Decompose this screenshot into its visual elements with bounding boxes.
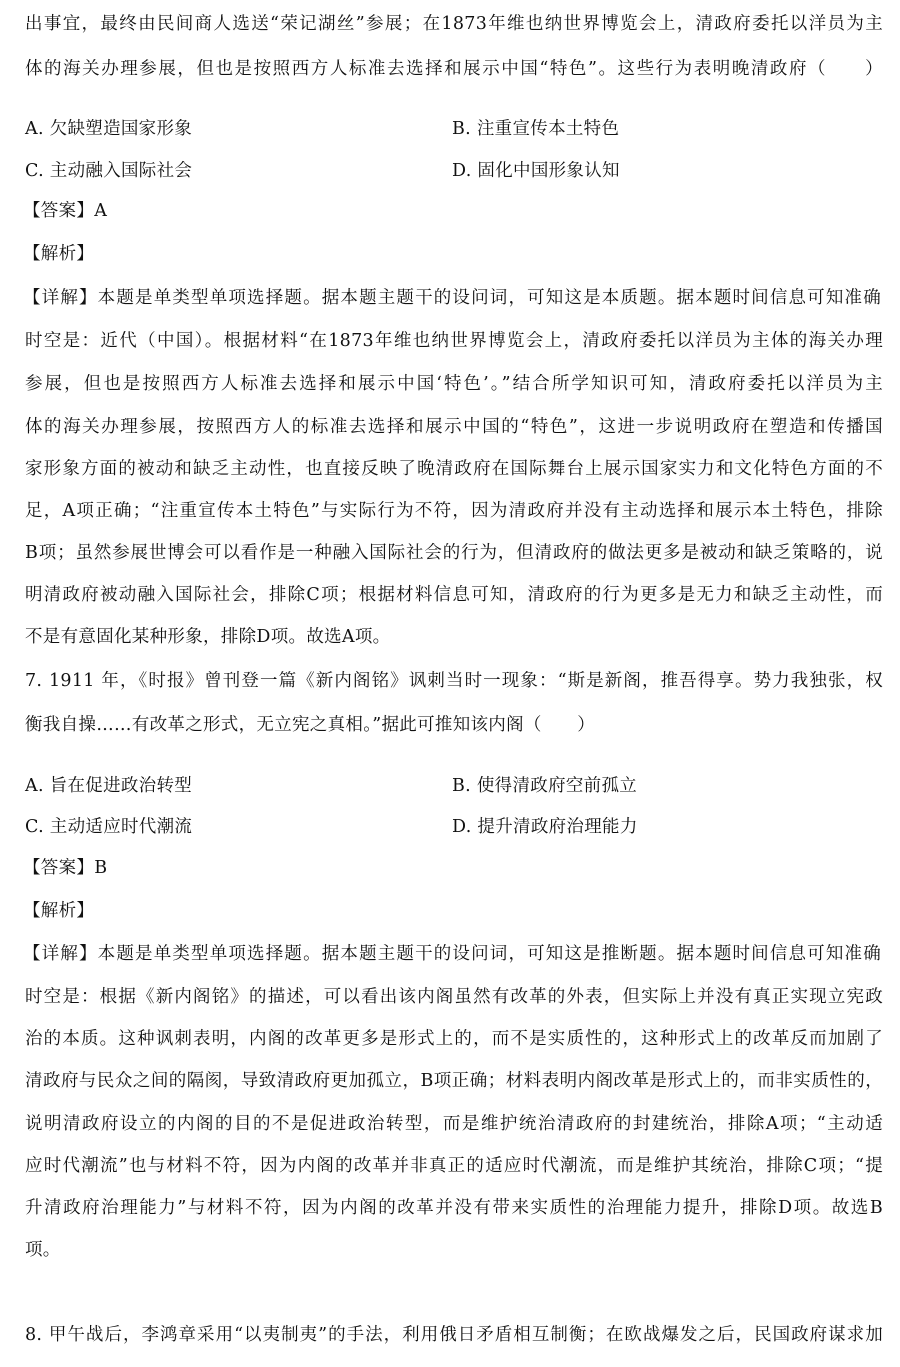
q7-analysis-label: 【解析】 bbox=[23, 901, 95, 921]
q6-detail-line-1: 【详解】本题是单类型单项选择题。据本题主题干的设问词，可知这是本质题。据本题时间信息可知准确 bbox=[23, 288, 881, 308]
q6-stem-line-2: 体的海关办理参展，但也是按照西方人标准去选择和展示中国“特色”。这些行为表明晚清政府（ ） bbox=[25, 59, 883, 79]
q6-stem-line-1: 出事宜，最终由民间商人选送“荣记湖丝”参展；在1873年维也纳世界博览会上，清政府委托以洋员为主 bbox=[25, 14, 883, 34]
q6-answer: 【答案】A bbox=[23, 201, 108, 221]
q7-answer: 【答案】B bbox=[23, 858, 108, 878]
q7-detail-line-2: 时空是：根据《新内阁铭》的描述，可以看出该内阁虽然有改革的外表，但实际上并没有真正实现立宪政 bbox=[25, 987, 883, 1007]
q7-detail-line-8: 项。 bbox=[25, 1240, 61, 1260]
q8-stem-line-1: 8. 甲午战后，李鸿章采用“以夷制夷”的手法，利用俄日矛盾相互制衡；在欧战爆发之后，民国政府谋求加 bbox=[25, 1325, 883, 1345]
q6-analysis-label: 【解析】 bbox=[23, 244, 95, 264]
q7-option-c: C. 主动适应时代潮流 bbox=[25, 817, 193, 837]
q6-detail-line-4: 体的海关办理参展，按照西方人的标准去选择和展示中国的“特色”，这进一步说明政府在塑造和传播国 bbox=[25, 417, 883, 437]
q7-option-a: A. 旨在促进政治转型 bbox=[25, 776, 193, 796]
q7-detail-line-1: 【详解】本题是单类型单项选择题。据本题主题干的设问词，可知这是推断题。据本题时间信息可知准确 bbox=[23, 944, 881, 964]
q6-detail-line-9: 不是有意固化某种形象，排除D项。故选A项。 bbox=[25, 627, 391, 647]
q6-detail-line-3: 参展，但也是按照西方人标准去选择和展示中国‘特色’。”结合所学知识可知，清政府委托以洋员为主 bbox=[25, 374, 883, 394]
q6-detail-line-5: 家形象方面的被动和缺乏主动性，也直接反映了晚清政府在国际舞台上展示国家实力和文化特色方面的不 bbox=[25, 459, 883, 479]
q7-stem-line-1: 7. 1911 年，《时报》曾刊登一篇《新内阁铭》讽刺当时一现象：“斯是新阁，推吾得享。势力我独张，权 bbox=[25, 671, 883, 691]
q6-detail-line-8: 明清政府被动融入国际社会，排除C项；根据材料信息可知，清政府的行为更多是无力和缺乏主动性，而 bbox=[25, 585, 883, 605]
q6-option-b: B. 注重宣传本土特色 bbox=[452, 119, 620, 139]
q7-option-d: D. 提升清政府治理能力 bbox=[452, 817, 638, 837]
q6-detail-line-6: 足，A项正确；“注重宣传本土特色”与实际行为不符，因为清政府并没有主动选择和展示本土特色，排除 bbox=[25, 501, 883, 521]
q7-detail-line-3: 治的本质。这种讽刺表明，内阁的改革更多是形式上的，而不是实质性的，这种形式上的改革反而加剧了 bbox=[25, 1029, 883, 1049]
q6-detail-line-2: 时空是：近代（中国）。根据材料“在1873年维也纳世界博览会上，清政府委托以洋员为主体的海关办理 bbox=[25, 331, 883, 351]
q6-option-d: D. 固化中国形象认知 bbox=[452, 161, 620, 181]
q7-detail-line-4: 清政府与民众之间的隔阂，导致清政府更加孤立，B项正确；材料表明内阁改革是形式上的，而非实质性的， bbox=[25, 1071, 883, 1091]
q7-detail-line-7: 升清政府治理能力”与材料不符，因为内阁的改革并没有带来实质性的治理能力提升，排除D项。故选B bbox=[25, 1198, 883, 1218]
q6-option-a: A. 欠缺塑造国家形象 bbox=[25, 119, 193, 139]
q6-detail-line-7: B项；虽然参展世博会可以看作是一种融入国际社会的行为，但清政府的做法更多是被动和缺乏策略的，说 bbox=[25, 543, 883, 563]
q7-option-b: B. 使得清政府空前孤立 bbox=[452, 776, 638, 796]
q6-option-c: C. 主动融入国际社会 bbox=[25, 161, 193, 181]
q7-stem-line-2: 衡我自操……有改革之形式，无立宪之真相。”据此可推知该内阁（ ） bbox=[25, 715, 596, 735]
q7-detail-line-6: 应时代潮流”也与材料不符，因为内阁的改革并非真正的适应时代潮流，而是维护其统治，排除C项；“提 bbox=[25, 1156, 883, 1176]
q7-detail-line-5: 说明清政府设立的内阁的目的不是促进政治转型，而是维护统治清政府的封建统治，排除A项；“主动适 bbox=[25, 1114, 883, 1134]
